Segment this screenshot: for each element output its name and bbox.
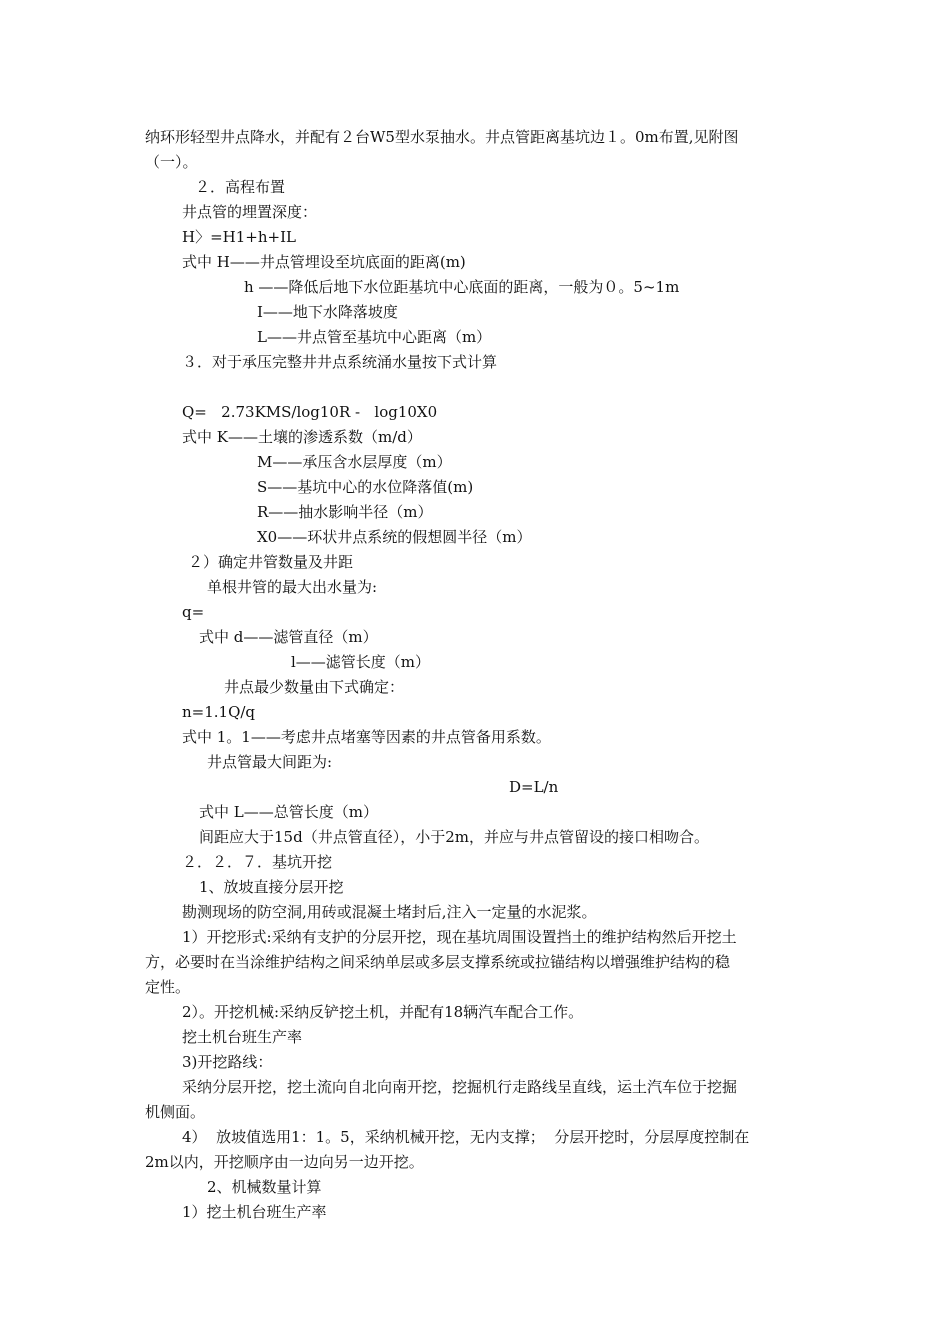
formula: D=L/n [509, 778, 559, 796]
formula: H〉=H1+h+IL [182, 228, 296, 246]
text-line: 2m以内，开挖顺序由一边向另一边开挖。 [145, 1153, 424, 1171]
text-line: 单根井管的最大出水量为: [207, 578, 378, 596]
text-line: 井点管的埋置深度： [182, 203, 318, 221]
text-line: 采纳分层开挖，挖土流向自北向南开挖，挖掘机行走路线呈直线，运土汽车位于挖掘 [182, 1078, 738, 1096]
text-line: 井点管最大间距为: [207, 753, 333, 771]
text-line: h ——降低后地下水位距基坑中心底面的距离，一般为０。5~1m [244, 278, 680, 296]
text-line: R——抽水影响半径（m） [257, 503, 433, 521]
text-line: 式中 1。1——考虑井点堵塞等因素的井点管备用系数。 [182, 728, 551, 746]
text-line: X0——环状井点系统的假想圆半径（m） [257, 528, 532, 546]
text-line: 式中 d——滤管直径（m） [199, 628, 378, 646]
text-line: 4） 放坡值选用1：1。5，采纳机械开挖，无内支撑； 分层开挖时，分层厚度控制在 [182, 1128, 750, 1146]
text-line: 勘测现场的防空洞,用砖或混凝土堵封后,注入一定量的水泥浆。 [182, 903, 597, 921]
text-line: 式中 K——土壤的渗透系数（m/d） [182, 428, 422, 446]
text-line: I——地下水降落坡度 [257, 303, 398, 321]
formula: n=1.1Q/q [182, 703, 256, 721]
text-line: 1）开挖形式:采纳有支护的分层开挖，现在基坑周围设置挡土的维护结构然后开挖土 [182, 928, 737, 946]
text-line: L——井点管至基坑中心距离（m） [257, 328, 492, 346]
text-line: 机侧面。 [145, 1103, 206, 1121]
text-line: ３．对于承压完整井井点系统涌水量按下式计算 [182, 353, 498, 371]
text-line: 式中 L——总管长度（m） [199, 803, 378, 821]
text-line: 挖土机台班生产率 [182, 1028, 303, 1046]
text-line: 1）挖土机台班生产率 [182, 1203, 327, 1221]
text-line: 定性。 [145, 978, 191, 996]
text-line: 井点最少数量由下式确定： [224, 678, 405, 696]
section-heading: 1、放坡直接分层开挖 [199, 878, 344, 896]
formula: q= [182, 603, 205, 621]
section-heading: 2、机械数量计算 [207, 1178, 322, 1196]
text-line: 3)开挖路线： [182, 1053, 273, 1071]
section-heading: ２．２．７．基坑开挖 [182, 853, 333, 871]
section-heading: ２．高程布置 [195, 178, 286, 196]
section-heading: ２）确定井管数量及井距 [188, 553, 354, 571]
text-line: 方，必要时在当涂维护结构之间采纳单层或多层支撑系统或拉锚结构以增强维护结构的稳 [145, 953, 731, 971]
formula: Q= 2.73KMS/log10R - log10X0 [182, 403, 438, 421]
text-line: 2）。开挖机械:采纳反铲挖土机，并配有18辆汽车配合工作。 [182, 1003, 584, 1021]
text-line: S——基坑中心的水位降落值(m) [257, 478, 474, 496]
text-line: （一）。 [145, 153, 198, 171]
text-line: 纳环形轻型井点降水，并配有２台W5型水泵抽水。井点管距离基坑边１。0m布置,见附图 [145, 128, 739, 146]
text-line: 式中 H——井点管埋设至坑底面的距离(m) [182, 253, 466, 271]
text-line: M——承压含水层厚度（m） [257, 453, 452, 471]
text-line: l——滤管长度（m） [291, 653, 431, 671]
text-line: 间距应大于15d（井点管直径），小于2m，并应与井点管留设的接口相吻合。 [199, 828, 709, 846]
